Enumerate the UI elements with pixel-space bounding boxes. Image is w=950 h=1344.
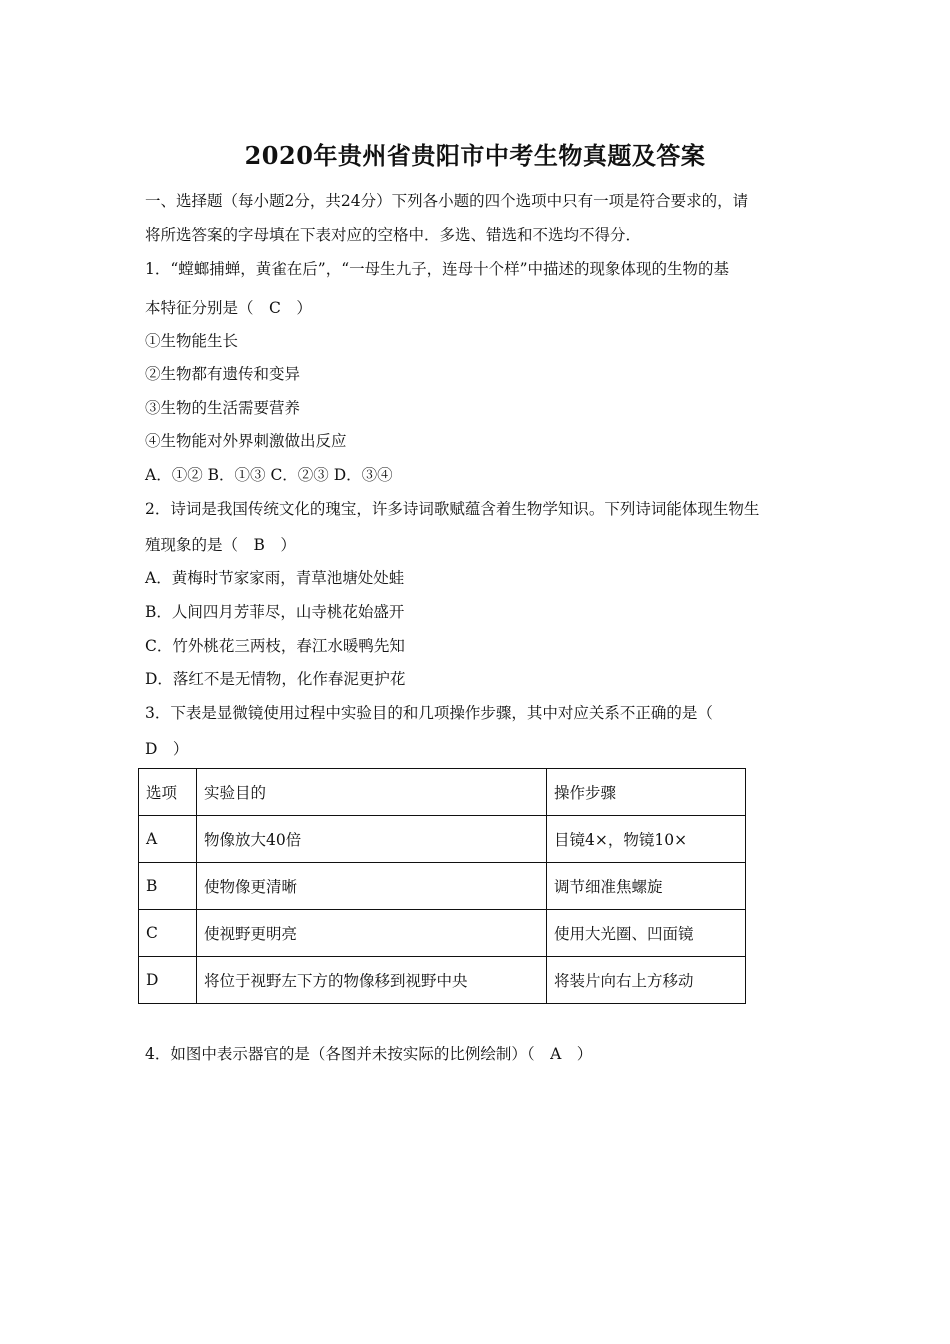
table-header-cell: 选项 [139,769,197,816]
microscope-table [138,768,746,1004]
table-cell: B [139,863,197,910]
table-cell: 目镜4×，物镜10× [547,816,746,863]
q2-option-c: C．竹外桃花三两枝，春江水暖鸭先知 [145,637,405,655]
q2-option-d: D．落红不是无情物，化作春泥更护花 [145,670,406,688]
table-row [139,957,746,1004]
table-cell: 使视野更明亮 [197,910,547,957]
table-cell: D [139,957,197,1004]
q3-stem-line-2: D ） [145,740,189,758]
q2-stem-line-1: 2．诗词是我国传统文化的瑰宝，许多诗词歌赋蕴含着生物学知识。下列诗词能体现生物生 [145,500,760,518]
q4-stem: 4．如图中表示器官的是（各图并未按实际的比例绘制）（ A ） [145,1045,593,1063]
table-cell: 使物像更清晰 [197,863,547,910]
page-title: 2020年贵州省贵阳市中考生物真题及答案 [244,141,706,170]
table-header-cell: 操作步骤 [547,769,746,816]
q3-stem-line-1: 3．下表是显微镜使用过程中实验目的和几项操作步骤，其中对应关系不正确的是（ [145,704,713,722]
table-cell: 调节细准焦螺旋 [547,863,746,910]
q2-stem-line-2: 殖现象的是（ B ） [145,536,296,554]
q1-item-2: ②生物都有遗传和变异 [145,365,301,383]
table-cell: 使用大光圈、凹面镜 [547,910,746,957]
table-cell: 将装片向右上方移动 [547,957,746,1004]
q1-item-3: ③生物的生活需要营养 [145,399,301,417]
table-cell: 将位于视野左下方的物像移到视野中央 [197,957,547,1004]
table-cell: A [139,816,197,863]
table-row [139,863,746,910]
q1-stem-line-1: 1．“螳螂捕蝉，黄雀在后”，“一母生九子，连母十个样”中描述的现象体现的生物的基 [145,260,730,278]
q1-options: A．①② B．①③ C．②③ D．③④ [145,466,393,484]
table-header-row [139,769,746,816]
q1-item-1: ①生物能生长 [145,332,239,350]
q1-stem-line-2: 本特征分别是（ C ） [145,299,312,317]
table-row [139,816,746,863]
table-header-cell: 实验目的 [197,769,547,816]
q1-item-4: ④生物能对外界刺激做出反应 [145,432,347,450]
table-row [139,910,746,957]
q2-option-a: A．黄梅时节家家雨，青草池塘处处蛙 [145,569,405,587]
section-header-line-2: 将所选答案的字母填在下表对应的空格中．多选、错选和不选均不得分． [145,226,642,244]
section-header-line-1: 一、选择题（每小题2分，共24分）下列各小题的四个选项中只有一项是符合要求的，请 [145,192,749,210]
table-cell: 物像放大40倍 [197,816,547,863]
q2-option-b: B．人间四月芳菲尽，山寺桃花始盛开 [145,603,405,621]
table-cell: C [139,910,197,957]
